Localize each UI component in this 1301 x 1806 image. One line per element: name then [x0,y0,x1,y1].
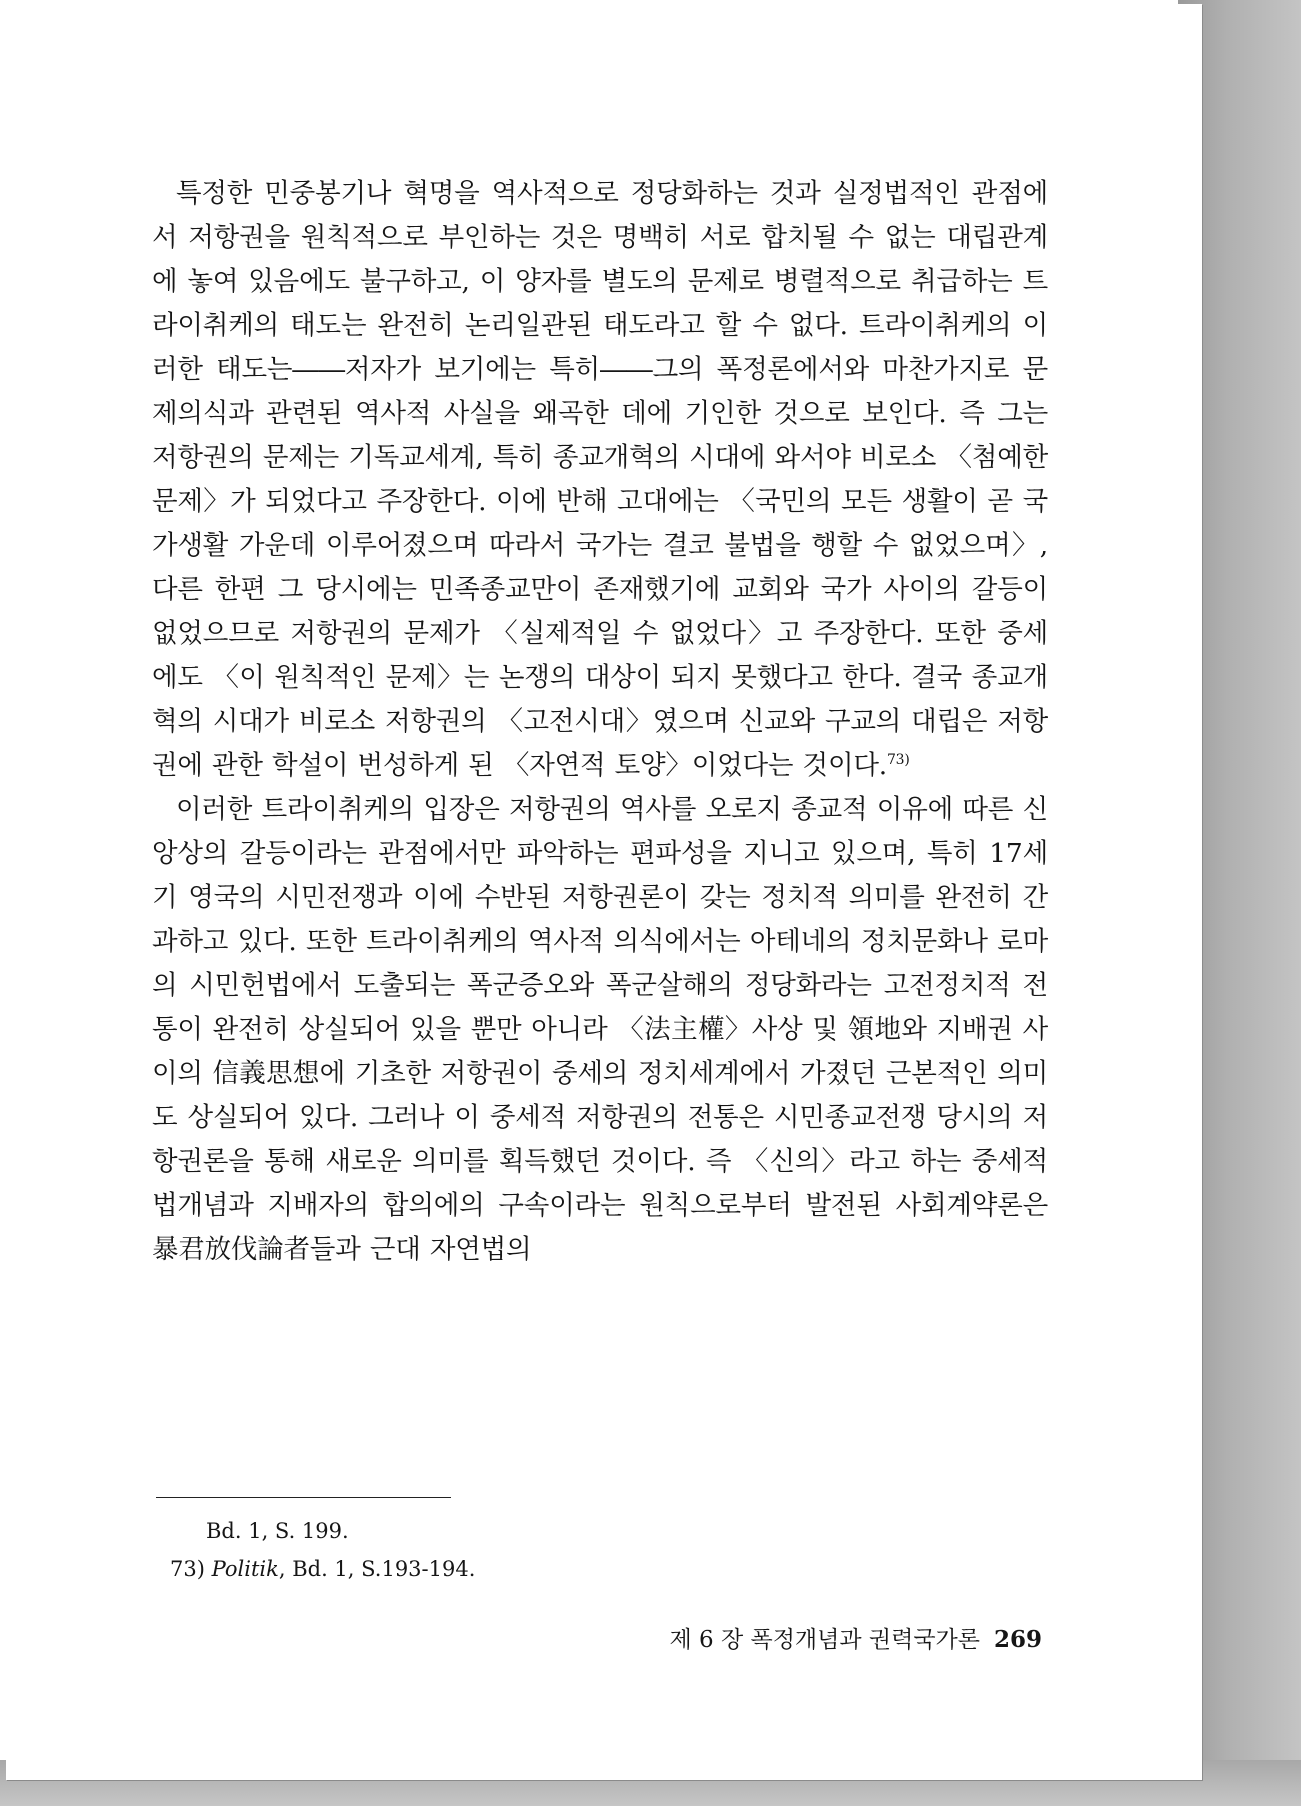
body-text [152,172,1048,1272]
paragraph-2: 이러한 트라이취케의 입장은 저항권의 역사를 오로지 종교적 이유에 따른 신앙상의 갈등이라는 관점에서만 파악하는 편파성을 지니고 있으며, 특히 17세기 영국의 시민전쟁과 이에 수반된 저항권론이 갖는 정치적 의미를 완전히 간과하고 있다. 또한 트라이취케의 역사적 의식에서는 아테네의 정치문화나 로마의 시민헌법에서 도출되는 폭군증오와 폭군살해의 정당화라는 고전정치적 전통이 완전히 상실되어 있을 뿐만 아니라 〈法主權〉사상 및 領地와 지배권 사이의 信義思想에 기초한 저항권이 중세의 정치세계에서 가졌던 근본적인 의미도 상실되어 있다. 그러나 이 중세적 저항권의 전통은 시민종교전쟁 당시의 저항권론을 통해 새로운 의미를 획득했던 것이다. 즉 〈신의〉라고 하는 중세적 법개념과 지배자의 합의에의 구속이라는 원칙으로부터 발전된 사회계약론은 暴君放伐論者들과 근대 자연법의 [152,794,1048,1265]
footnote-ref-73: 73) [886,752,910,769]
book-page [6,4,1202,1780]
footnotes [170,1512,970,1588]
footnote-continued: Bd. 1, S. 199. [206,1519,349,1543]
footnote-73-title: Politik [211,1557,279,1581]
page-number: 269 [993,1626,1042,1653]
chapter-title: 제 6 장 폭정개념과 권력국가론 [669,1627,980,1653]
paragraph-1 [152,172,1048,788]
footnote-73-number: 73) [170,1557,205,1581]
footnote-divider [156,1497,451,1498]
footnote-73 [170,1550,970,1588]
footnote-73-rest: , Bd. 1, S.193-194. [278,1557,476,1581]
paragraph-1-text: 특정한 민중봉기나 혁명을 역사적으로 정당화하는 것과 실정법적인 관점에서 저항권을 원칙적으로 부인하는 것은 명백히 서로 합치될 수 없는 대립관계에 놓여 있음에도 불구하고, 이 양자를 별도의 문제로 병렬적으로 취급하는 트라이취케의 태도는 완전히 논리일관된 태도라고 할 수 없다. 트라이취케의 이러한 태도는――저자가 보기에는 특히――그의 폭정론에서와 마찬가지로 문제의식과 관련된 역사적 사실을 왜곡한 데에 기인한 것으로 보인다. 즉 그는 저항권의 문제는 기독교세계, 특히 종교개혁의 시대에 와서야 비로소 〈첨예한 문제〉가 되었다고 주장한다. 이에 반해 고대에는 〈국민의 모든 생활이 곧 국가생활 가운데 이루어졌으며 따라서 국가는 결코 불법을 행할 수 없었으며〉, 다른 한편 그 당시에는 민족종교만이 존재했기에 교회와 국가 사이의 갈등이 없었으므로 저항권의 문제가 〈실제적일 수 없었다〉고 주장한다. 또한 중세에도 〈이 원칙적인 문제〉는 논쟁의 대상이 되지 못했다고 한다. 결국 종교개혁의 시대가 비로소 저항권의 〈고전시대〉였으며 신교와 구교의 대립은 저항권에 관한 학설이 번성하게 된 〈자연적 토양〉이었다는 것이다. [152,178,1048,781]
running-footer [642,1621,1042,1654]
